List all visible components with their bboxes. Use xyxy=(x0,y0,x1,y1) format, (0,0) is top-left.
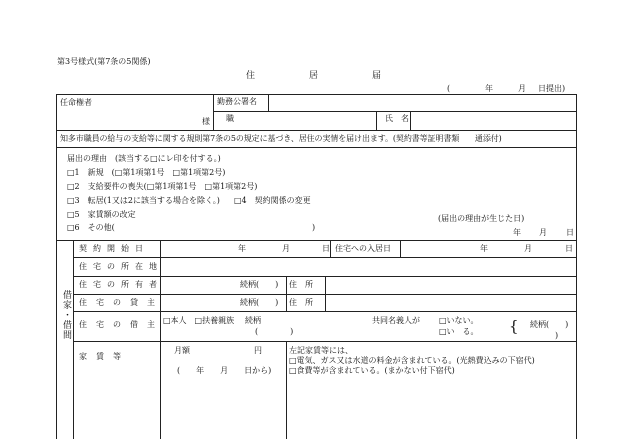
movein-day: 日 xyxy=(565,244,573,253)
reason-date-year: 年 xyxy=(513,228,521,237)
rule-name-sep-r xyxy=(410,111,411,130)
row-contract-start: 契約開始日 xyxy=(79,244,149,253)
name-label: 氏 名 xyxy=(385,114,409,123)
reason-4[interactable]: □4 契約関係の変更 xyxy=(234,196,311,205)
row-owner: 住宅の所有者 xyxy=(79,280,163,289)
appointer-label: 任命権者 xyxy=(60,98,92,107)
lessor-relation: 続柄( ) xyxy=(240,298,279,307)
reason-6[interactable]: □6 その他( xyxy=(67,223,115,232)
reason-1[interactable]: □1 新規 (□第1項第1号 □第1項第2号) xyxy=(67,168,226,177)
date-year: 年 xyxy=(485,84,493,93)
owner-address: 住 所 xyxy=(289,280,313,289)
reason-date-month: 月 xyxy=(539,228,547,237)
date-paren-open: ( xyxy=(447,84,451,93)
co-none-checkbox[interactable]: □いない。 xyxy=(439,316,479,325)
rule-top xyxy=(56,94,576,95)
rule-statement-bottom xyxy=(56,147,576,148)
rule-name-sep-l xyxy=(376,111,377,130)
row-rent: 家賃等 xyxy=(79,352,130,361)
reason-6-close: ) xyxy=(312,223,316,232)
reason-5[interactable]: □5 家賃額の改定 xyxy=(67,210,136,219)
side-label: 借家・借間 xyxy=(61,290,71,340)
form-number: 第3号様式(第7条の5関係) xyxy=(57,57,151,66)
owner-relation: 続柄( ) xyxy=(240,280,279,289)
co-exists-checkbox[interactable]: □い る。 xyxy=(439,327,479,336)
contract-year: 年 xyxy=(238,244,246,253)
reason-3[interactable]: □3 転居(1又は2に該当する場合を除く。) xyxy=(67,196,220,205)
contract-month: 月 xyxy=(282,244,290,253)
rent-option-meals[interactable]: □食費等が含まれている。(まかない付下宿代) xyxy=(289,366,455,375)
rule-office-bottom xyxy=(213,111,576,112)
rule-row5 xyxy=(73,341,576,342)
rule-row1 xyxy=(73,257,576,258)
rent-from-date: ( 年 月 日から) xyxy=(177,366,272,375)
rule-row4 xyxy=(73,311,576,312)
sama-label: 様 xyxy=(202,117,210,126)
borrower-relation-paren: ( ) xyxy=(255,327,294,336)
rule-statement-top xyxy=(56,130,576,131)
reason-2[interactable]: □2 支給要件の喪失(□第1項第1号 □第1項第2号) xyxy=(67,182,258,191)
co-relation-close: ) xyxy=(555,331,559,340)
row-borrower: 住宅の借主 xyxy=(79,320,164,329)
date-submitted: 日提出) xyxy=(538,84,566,93)
rent-option-utilities[interactable]: □電気、ガス又は水道の料金が含まれている。(光熱費込みの下宿代) xyxy=(289,356,535,365)
row-lessor: 住宅の貸主 xyxy=(79,298,164,307)
lessor-address: 住 所 xyxy=(289,298,313,307)
co-relation: 続柄( ) xyxy=(530,320,569,329)
borrower-relation-label: 続柄 xyxy=(245,316,261,325)
row-location: 住宅の所在地 xyxy=(79,262,163,271)
rule-lower-top xyxy=(56,240,576,241)
rule-left xyxy=(56,94,57,439)
rule-side-sep xyxy=(73,240,74,439)
rule-appointer-sep xyxy=(213,94,214,130)
rule-addr-sep-r xyxy=(325,276,326,311)
rule-right xyxy=(576,94,577,439)
rule-movein-sep-l xyxy=(330,240,331,257)
contract-day: 日 xyxy=(322,244,330,253)
row-move-in: 住宅への入居日 xyxy=(335,244,391,253)
reason-date-day: 日 xyxy=(566,228,574,237)
post-label: 職 xyxy=(226,114,234,123)
rule-movein-sep-r xyxy=(400,240,401,257)
form-title: 住 居 届 xyxy=(246,71,382,81)
rent-amount: 月額 円 xyxy=(174,346,262,355)
rule-office-sep xyxy=(268,94,269,111)
reason-date-label: (届出の理由が生じた日) xyxy=(438,214,525,223)
rent-note: 左記家賃等には、 xyxy=(289,346,353,355)
movein-year: 年 xyxy=(480,244,488,253)
date-month: 月 xyxy=(518,84,526,93)
co-name-label: 共同名義人が xyxy=(372,316,420,325)
reason-header: 届出の理由 (該当する□にレ印を付する。) xyxy=(67,154,221,163)
statement-text: 知多市職員の給与の支給等に関する規則第7条の5の規定に基づき、居住の実情を届け出ます。(契約書等証明書類 通添付) xyxy=(60,134,502,143)
co-brace: { xyxy=(509,317,519,335)
office-label: 勤務公署名 xyxy=(217,97,257,106)
rule-rent-sep xyxy=(286,341,287,439)
movein-month: 月 xyxy=(524,244,532,253)
borrower-self-options[interactable]: □本人 □扶養親族 xyxy=(163,316,235,325)
rule-addr-sep-l xyxy=(286,276,287,311)
